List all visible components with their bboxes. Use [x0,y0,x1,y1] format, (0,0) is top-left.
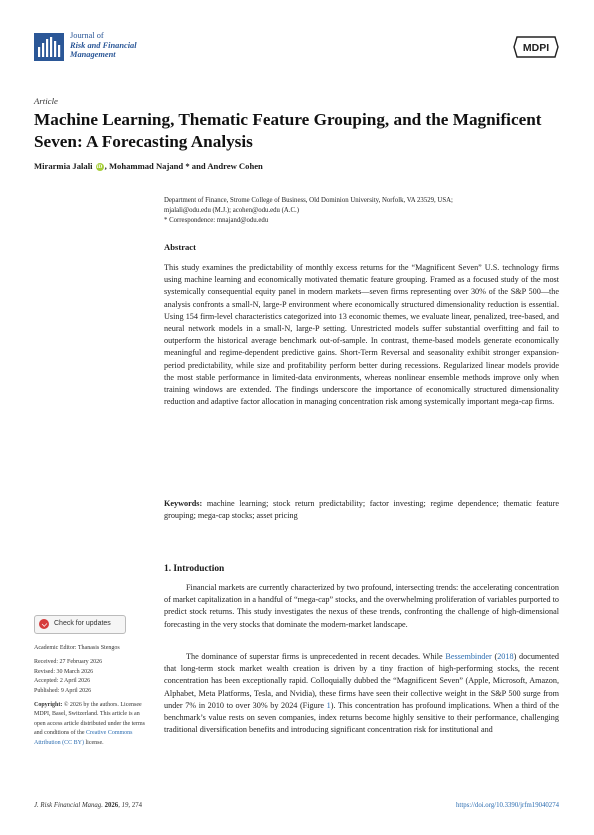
orcid-icon[interactable]: iD [96,164,103,171]
academic-editor: Academic Editor: Thanasis Stengos [34,645,120,651]
revised-date: Revised: 30 March 2026 [34,668,94,675]
journal-name [70,31,137,60]
abstract-text: This study examines the predictability of monthly excess returns for the “Magnificent Seven” U.S. technology firms using machine learning and economically motivated thematic feature grouping. Framed as a focused study of the most systemically consequential equity panel in modern markets—seven firms representing over 30% of the S&P 500—the analysis confronts a small-N, large-P environment where economically structured dimensionality reduction is essential. Using 154 firm-level characteristics categorized into 13 economic themes, we evaluate linear, penalized, tree-based, and neural network models in a small-N, large-P setting. Unrestricted models suffer substantial overfitting and fail to outperform the historical average benchmark out-of-sample. In contrast, theme-based models generate economically meaningful and regime-dependent predictive gains. Short-Term Reversal and seasonality exhibit stronger expansion-period predictability, while size and profitability perform better during recessions. Regularized linear models provide the most stable performance in limited-data environments, whereas nonlinear ensemble methods improve only when training windows are extended. The findings underscore the importance of economically structured dimensionality reduction and adaptive factor allocation in managing concentration risk among systemically important mega-cap firms. [164,263,559,407]
publication-info [34,644,152,748]
author-name[interactable]: Mohammad Najand [108,161,184,171]
journal-name-line1: Journal of [70,31,104,40]
keywords-text: machine learning; stock return predictability; factor investing; regime dependence; thematic feature grouping; mega-cap stocks; asset pricing [164,499,559,521]
affiliation-block [164,196,559,225]
check-updates-label: Check for updates [54,619,111,627]
published-date: Published: 9 April 2026 [34,687,92,694]
mdpi-logo-icon [513,36,559,58]
citation-link[interactable]: Bessembinder [445,652,492,661]
license-end: license. [84,739,104,746]
footer-article-number: 274 [131,802,143,809]
accepted-date: Accepted: 2 April 2026 [34,678,91,685]
received-date: Received: 27 February 2026 [34,659,103,666]
author-name[interactable]: Andrew Cohen [207,161,263,171]
footer-volume: 19 [121,802,129,809]
author-name[interactable]: Mirarmia Jalali [34,161,93,171]
journal-name-line2: Risk and Financial [70,40,137,50]
check-updates-icon [39,619,49,629]
doi-link[interactable]: https://doi.org/10.3390/jrfm19040274 [456,802,559,809]
article-type: Article [34,96,58,106]
para-text: documented that long-term stock market wealth creation is driven by a tiny fraction of high-performing stocks, the recent concentration has been exceptionally rapid. Colloquially dubbed the “Magnificent Seven” (Apple, Microsoft, Amazon, Alphabet, Meta Platforms, Tesla, and Nvidia), these firms have seen their collective weight in the S&P 500 surge from under 7% in 2010 to over 30% by 2024 (Figure [164,652,560,710]
affiliation-emails: mjalali@odu.edu (M.J.); acohen@odu.edu (A.C.) [164,206,300,214]
keywords-label: Keywords: [164,499,203,508]
correspondence-line: * Correspondence: mnajand@odu.edu [164,216,269,224]
corresponding-mark: * [185,161,190,171]
footer-citation: J. Risk Financial Manag. 2026, 19, 274 [34,802,143,809]
figure-link[interactable]: 1 [326,700,331,710]
abstract-heading: Abstract [164,242,196,252]
para-text: ). This concentration has profound implications. When a third of the benchmark’s value rests on seven companies, index returns become highly sensitive to their performance, challenging traditional diversification benefits and introducing significant concentration risk for institutional and [164,700,559,735]
section-heading: 1. Introduction [164,564,225,574]
body-paragraph: Financial markets are currently characterized by two profound, intersecting trends: the accelerating concentration of market capitalization in a handful of “mega-cap” stocks, and the overwhelming proliferation of variables purported to predict stock returns. This study investigates the nexus of these trends, confronting the challenge of high-dimensional forecasting in the very stocks that dominate the modern-market landscape. [164,583,559,629]
citation-year-link[interactable]: 2018 [497,652,514,661]
copyright-label: Copyright: [34,702,63,709]
journal-abbrev: J. Risk Financial Manag. [34,802,103,809]
svg-text:MDPI: MDPI [522,42,550,54]
keywords [164,498,559,522]
license-link[interactable]: Creative Commons Attribution (CC BY) [34,730,133,746]
journal-logo-icon [34,33,64,61]
check-for-updates-button[interactable] [34,615,126,634]
article-title: Machine Learning, Thematic Feature Grouping, and the Magnificent Seven: A Forecasting Analysis [34,110,542,151]
author-list: Mirarmia Jalali iD , Mohammad Najand * and Andrew Cohen [34,161,263,171]
copyright-notice [34,701,152,748]
copyright-text: © 2026 by the authors. Licensee MDPI, Basel, Switzerland. This article is an open access article distributed under the terms and conditions of the [34,702,145,737]
author-separator: and [191,161,206,171]
body-paragraph: The dominance of superstar firms is unprecedented in recent decades. While Bessembinder (2018) documented that long-term stock market wealth creation is driven by a tiny fraction of high-performing stocks, the recent concentration has been exceptionally rapid. Colloquially dubbed the “Magnificent Seven” (Apple, Microsoft, Amazon, Alphabet, Meta Platforms, Tesla, and Nvidia), these firms have seen their collective weight in the S&P 500 surge from under 7% in 2010 to over 30% by 2024 (Figure 1). This concentration has profound implications. When a third of the benchmark’s value rests on seven companies, index returns become highly sensitive to their performance, challenging traditional diversification benefits and introducing significant concentration risk for institutional and [164,652,560,735]
affiliation-line: Department of Finance, Strome College of Business, Old Dominion University, Norfolk, VA 23529, USA; [164,197,453,204]
journal-name-line3: Management [70,50,116,60]
para-text: The dominance of superstar firms is unprecedented in recent decades. While [186,652,446,661]
footer-year: 2026 [104,802,119,809]
